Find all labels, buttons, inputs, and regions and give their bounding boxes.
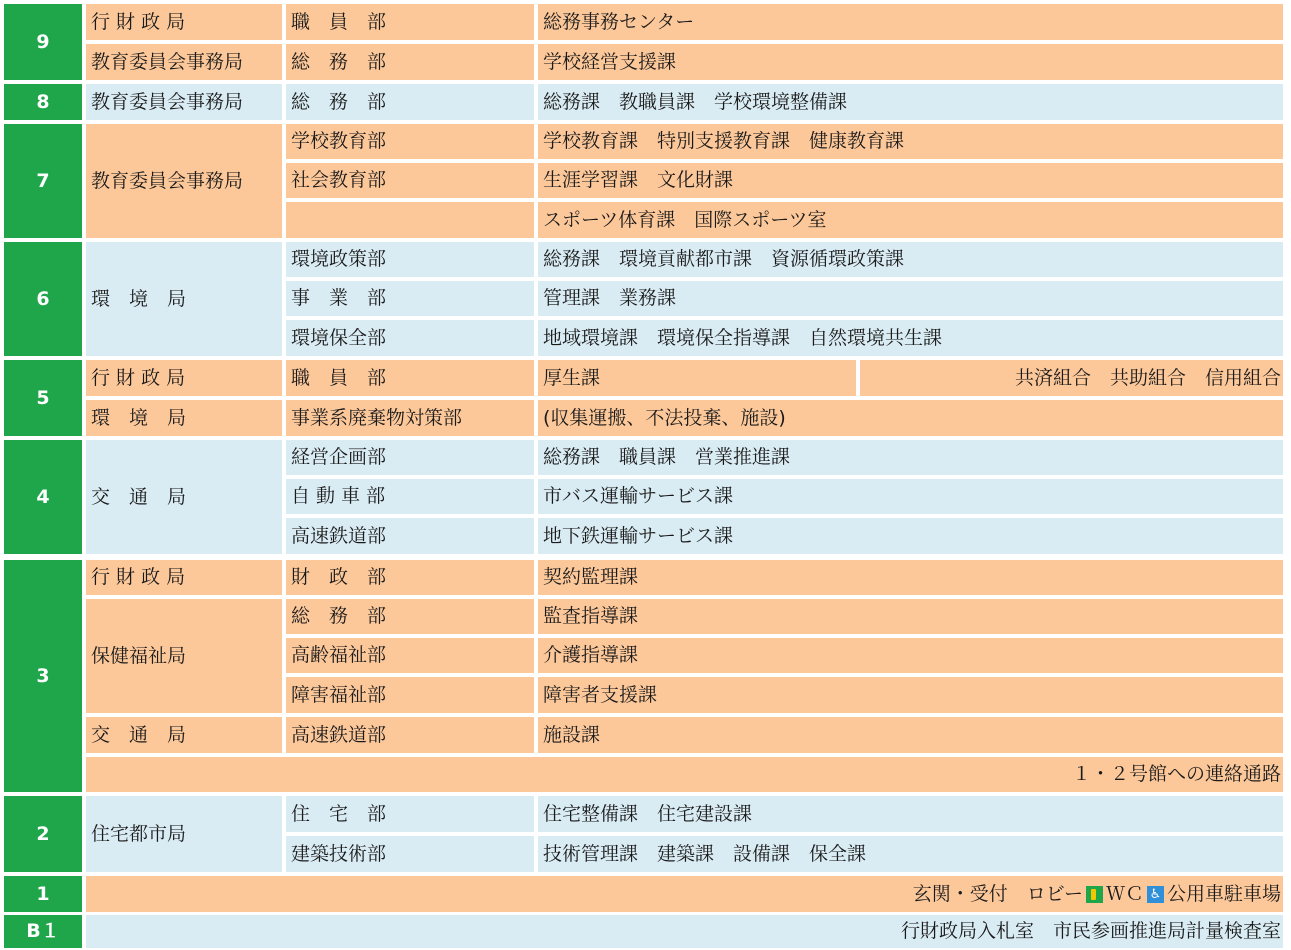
section-cell: 契約監理課: [538, 560, 1283, 595]
section-cell: 総務課 職員課 営業推進課: [538, 440, 1283, 475]
section-cell: 生涯学習課 文化財課: [538, 163, 1283, 198]
floor-label-7: 7: [4, 124, 82, 238]
section-cell: 障害者支援課: [538, 677, 1283, 713]
section-cell: 地域環境課 環境保全指導課 自然環境共生課: [538, 320, 1283, 356]
department-cell: 財 政 部: [286, 560, 534, 595]
bureau-cell: 教育委員会事務局: [86, 124, 282, 238]
section-cell: 監査指導課: [538, 599, 1283, 634]
section-cell: (収集運搬、不法投棄、施設): [538, 400, 1283, 436]
bureau-cell: 教育委員会事務局: [86, 84, 282, 120]
section-cell: 住宅整備課 住宅建設課: [538, 796, 1283, 832]
bureau-cell: 行 財 政 局: [86, 560, 282, 595]
floor-label-6: 6: [4, 242, 82, 356]
department-cell: 学校教育部: [286, 124, 534, 159]
floor-1-row: [86, 876, 1283, 912]
bureau-cell: 環 境 局: [86, 400, 282, 436]
floor-label-5: 5: [4, 360, 82, 436]
connecting-passage: １・２号館への連絡通路: [86, 757, 1283, 792]
section-cell: 厚生課: [538, 360, 856, 396]
department-cell: 住 宅 部: [286, 796, 534, 832]
bureau-cell: 教育委員会事務局: [86, 44, 282, 80]
entrance-label: 玄関・受付 ロビー: [912, 882, 1083, 905]
section-cell: 学校経営支援課: [538, 44, 1283, 80]
section-cell: 総務事務センター: [538, 4, 1283, 40]
department-cell: 建築技術部: [286, 836, 534, 872]
floor-label-9: 9: [4, 4, 82, 80]
floor-label-3: 3: [4, 560, 82, 792]
department-cell: 自 動 車 部: [286, 479, 534, 514]
section-cell: 学校教育課 特別支援教育課 健康教育課: [538, 124, 1283, 159]
bureau-cell: 交 通 局: [86, 440, 282, 554]
floor-label-2: 2: [4, 796, 82, 872]
department-cell: 総 務 部: [286, 599, 534, 634]
department-cell: 高速鉄道部: [286, 518, 534, 554]
section-cell: 介護指導課: [538, 638, 1283, 673]
bureau-cell: 環 境 局: [86, 242, 282, 356]
accessible-icon: ♿: [1147, 886, 1164, 903]
department-cell: 環境保全部: [286, 320, 534, 356]
section-cell: 技術管理課 建築課 設備課 保全課: [538, 836, 1283, 872]
department-cell: 社会教育部: [286, 163, 534, 198]
department-cell: 環境政策部: [286, 242, 534, 277]
floor-label-8: 8: [4, 84, 82, 120]
section-cell: 管理課 業務課: [538, 281, 1283, 316]
bureau-cell: 住宅都市局: [86, 796, 282, 872]
department-cell: 職 員 部: [286, 4, 534, 40]
department-cell: 高齢福祉部: [286, 638, 534, 673]
bureau-cell: 保健福祉局: [86, 599, 282, 713]
department-cell: 事 業 部: [286, 281, 534, 316]
department-cell: 経営企画部: [286, 440, 534, 475]
floor-b1-row: 行財政局入札室 市民参画推進局計量検査室: [86, 915, 1283, 948]
section-cell: 共済組合 共助組合 信用組合: [860, 360, 1283, 396]
department-cell: 障害福祉部: [286, 677, 534, 713]
department-cell: 総 務 部: [286, 44, 534, 80]
department-cell: 高速鉄道部: [286, 717, 534, 753]
department-cell: 事業系廃棄物対策部: [286, 400, 534, 436]
section-cell: 市バス運輸サービス課: [538, 479, 1283, 514]
floor-label-4: 4: [4, 440, 82, 554]
section-cell: 総務課 環境貢献都市課 資源循環政策課: [538, 242, 1283, 277]
floor-label-b1: B１: [4, 915, 82, 948]
section-cell: 施設課: [538, 717, 1283, 753]
parking-label: 公用車駐車場: [1166, 882, 1281, 905]
bureau-cell: 行 財 政 局: [86, 4, 282, 40]
department-cell: 総 務 部: [286, 84, 534, 120]
wc-label: ＷＣ: [1105, 882, 1144, 905]
section-cell: 総務課 教職員課 学校環境整備課: [538, 84, 1283, 120]
wc-icon: [1086, 886, 1103, 903]
floor-label-1: 1: [4, 876, 82, 912]
section-cell: 地下鉄運輸サービス課: [538, 518, 1283, 554]
department-cell: [286, 202, 534, 238]
department-cell: 職 員 部: [286, 360, 534, 396]
bureau-cell: 交 通 局: [86, 717, 282, 753]
section-cell: スポーツ体育課 国際スポーツ室: [538, 202, 1283, 238]
bureau-cell: 行 財 政 局: [86, 360, 282, 396]
